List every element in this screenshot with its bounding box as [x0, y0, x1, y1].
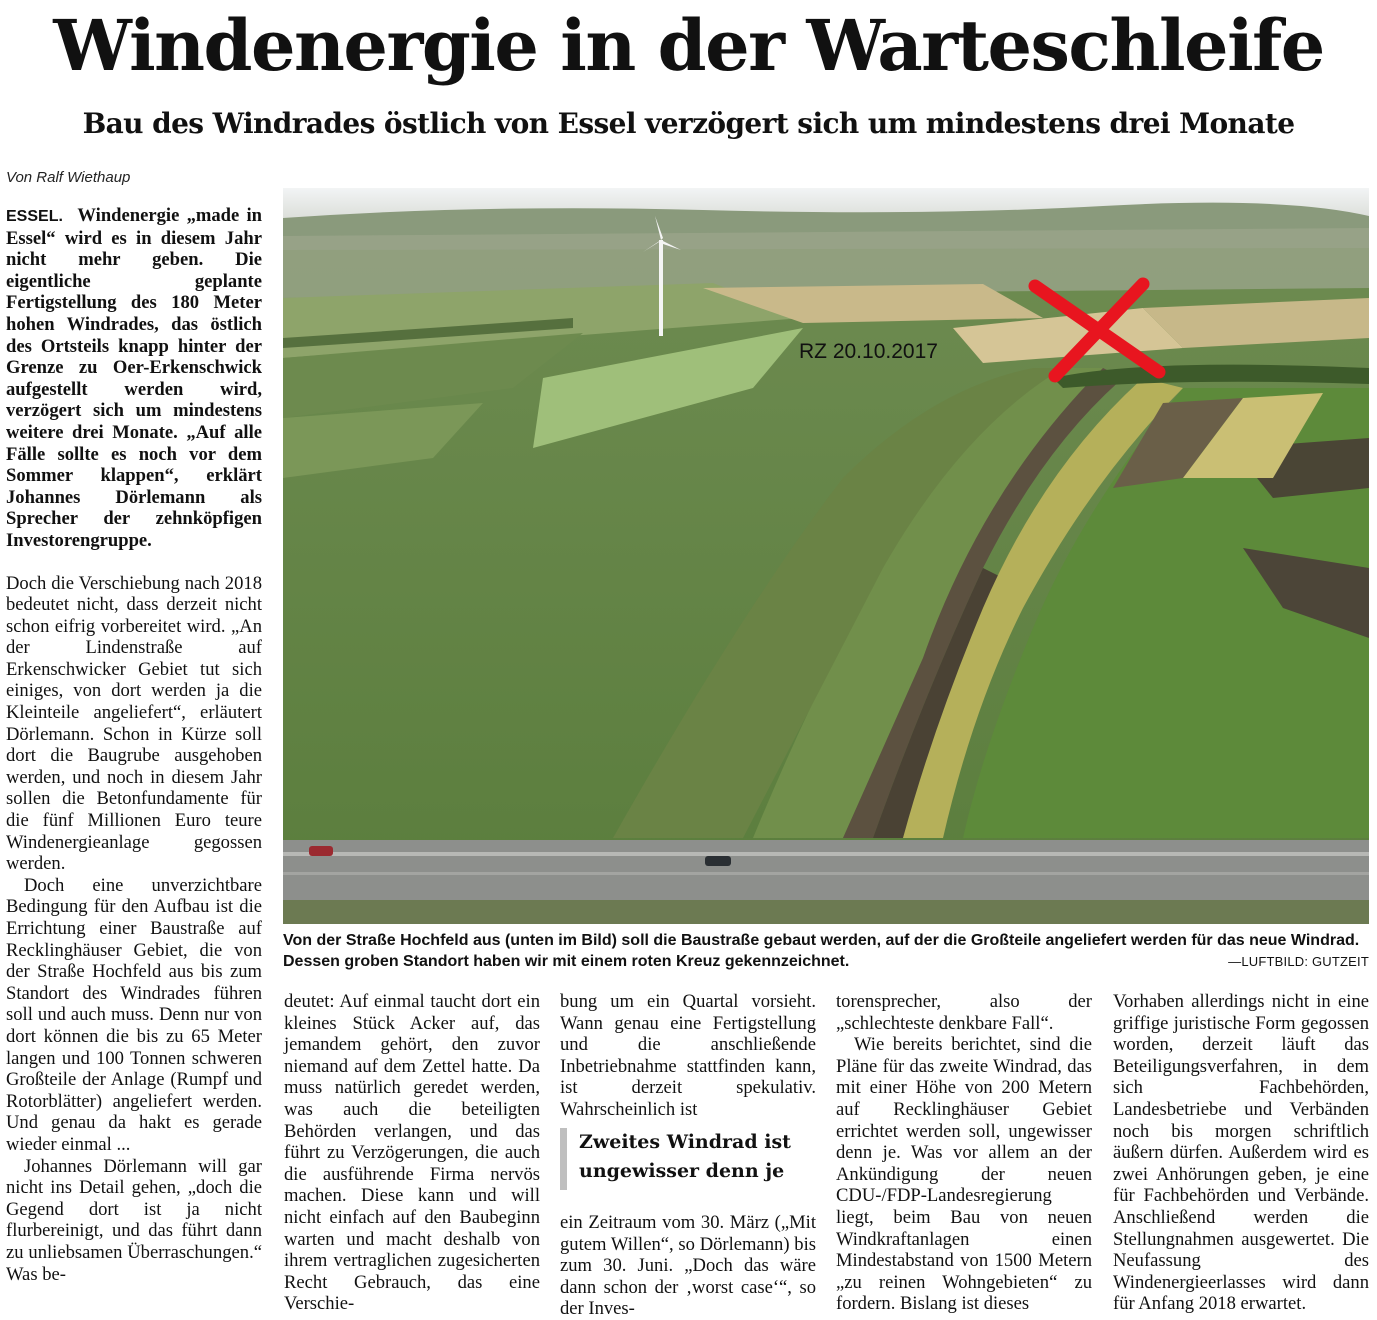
body-paragraph: torensprecher, also der „schlechteste denkbare Fall“. — [836, 991, 1092, 1034]
body-paragraph: bung um ein Quartal vorsieht. Wann genau eine Fertigstellung und die anschließende Inbetriebnahme stattfinden kann, ist derzeit spekulativ. Wahrscheinlich ist — [560, 991, 816, 1120]
section-subhead: Zweites Windrad ist ungewisser denn je — [560, 1128, 816, 1190]
headline: Windenergie in der Warteschleife — [53, 4, 1324, 87]
byline: Von Ralf Wiethaup — [6, 169, 131, 186]
photo-date-stamp: RZ 20.10.2017 — [799, 340, 938, 363]
article-column-4 — [836, 991, 1092, 1315]
body-paragraph: Wie bereits berichtet, sind die Pläne für das zweite Windrad, das mit einer Höhe von 200 Metern auf Recklinghäuser Gebiet errichtet werden soll, ungewisser denn je. Was vor allem an der Ankündigung der neuen CDU-/FDP-Landesregierung liegt, beim Bau von neuen Windkraftanlagen einen Mindestabstand von 1500 Metern „zu reinen Wohngebieten“ zu fordern. Bislang ist dieses — [836, 1034, 1092, 1315]
article-column-5 — [1113, 991, 1369, 1315]
photo-credit: —LUFTBILD: GUTZEIT — [1228, 954, 1369, 969]
lead-paragraph — [6, 205, 262, 552]
body-paragraph: ein Zeitraum vom 30. März („Mit gutem Willen“, so Dörlemann) bis zum 30. Juni. „Doch das wäre dann schon der ‚worst case‘“, so der Inves- — [560, 1212, 816, 1320]
body-paragraph: Doch eine unverzichtbare Bedingung für den Aufbau ist die Errichtung einer Baustraße auf Recklinghäuser Gebiet, die von der Straße Hochfeld aus bis zum Standort des Windrades führen soll und auch muss. Denn nur von dort können die bis zu 65 Meter langen und 100 Tonnen schweren Großteile der Anlage (Rumpf und Rotorblätter) angeliefert werden. Und genau da hakt es gerade wieder einmal ... — [6, 874, 262, 1155]
photo-caption: Von der Straße Hochfeld aus (unten im Bild) soll die Baustraße gebaut werden, auf der die Großteile angeliefert werden für das neue Windrad. Dessen groben Standort haben wir mit einem roten Kreuz gekennzeichnet. — [283, 932, 1360, 970]
lead-text: Windenergie „made in Essel“ wird es in diesem Jahr nicht mehr geben. Die eigentliche geplante Fertigstellung des 180 Meter hohen Windrades, das östlich des Ortsteils knapp hinter der Grenze zu Oer-Erkenschwick aufgestellt werden wird, verzögert sich um mindestens weitere drei Monate. „Auf alle Fälle sollte es noch vor dem Sommer klappen“, erklärt Johannes Dörlemann als Sprecher der zehnköpfigen Investorengruppe. — [6, 205, 263, 551]
dateline: ESSEL. — [6, 208, 63, 225]
subheadline: Bau des Windrades östlich von Essel verzögert sich um mindestens drei Monate — [82, 107, 1295, 140]
body-paragraph: Vorhaben allerdings nicht in eine griffige juristische Form gegossen worden, derzeit läuft das Beteiligungsverfahren, in dem sich Fachbehörden, Landesbetriebe und Verbänden noch bis morgen schriftlich äußern dürfen. Außerdem wird es zwei Anhörungen geben, je eine für Fachbehörden und Verbände. Anschließend werden die Stellungnahmen ausgewertet. Die Neufassung des Windenergieerlasses wird dann für Anfang 2018 erwartet. — [1113, 991, 1369, 1315]
article-column-3-continued — [560, 1212, 816, 1320]
article-column-3 — [560, 991, 816, 1121]
article-column-2 — [284, 991, 540, 1315]
body-paragraph: deutet: Auf einmal taucht dort ein kleines Stück Acker auf, das jemandem gehört, den zuvor niemand auf dem Zettel hatte. Da muss natürlich geredet werden, was auch die beteiligten Behörden verlangen, und das führt zu Verzögerungen, die auch die ausführende Firma nervös machen. Diese kann und will nicht einfach auf den Baubeginn warten und macht deshalb von ihrem vertraglichen zugesicherten Recht Gebrauch, das eine Verschie- — [284, 991, 540, 1315]
body-paragraph: Johannes Dörlemann will gar nicht ins Detail gehen, „doch die Gegend dort ist ja nicht flurbereinigt, und das führt dann zu unliebsamen Überraschungen.“ Was be- — [6, 1155, 262, 1285]
aerial-photo — [283, 188, 1369, 924]
article-column-1 — [6, 205, 262, 1285]
body-paragraph: Doch die Verschiebung nach 2018 bedeutet nicht, dass derzeit nicht schon eifrig vorbereitet wird. „An der Lindenstraße auf Erkenschwicker Gebiet tut sich einiges, von dort werden ja die Kleinteile angeliefert“, erläutert Dörlemann. Schon in Kürze soll dort die Baugrube ausgehoben werden, und noch in diesem Jahr sollen die Betonfundamente für die fünf Millionen Euro teure Windenergieanlage gegossen werden. — [6, 572, 262, 875]
red-cross-marker — [283, 188, 1369, 924]
